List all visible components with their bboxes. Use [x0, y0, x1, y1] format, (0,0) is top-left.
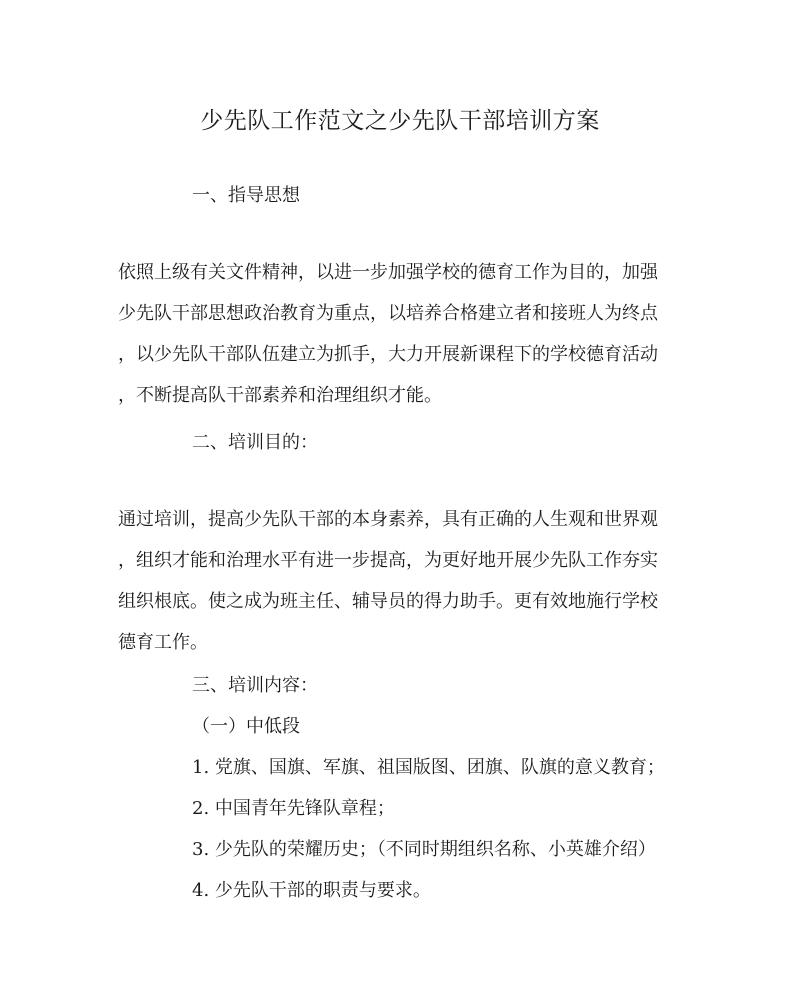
subsection-heading-lower-grades: （一）中低段 — [192, 716, 300, 737]
list-item: 1. 党旗、国旗、军旗、祖国版图、团旗、队旗的意义教育； — [192, 757, 665, 778]
list-item: 2. 中国青年先锋队章程； — [192, 798, 395, 819]
section-paragraph-guiding-ideology — [118, 252, 678, 416]
paragraph-line: 通过培训，提高少先队干部的本身素养，具有正确的人生观和世界观 — [118, 509, 658, 530]
paragraph-line: ，不断提高队干部素养和治理组织才能。 — [118, 385, 442, 406]
list-item: 3. 少先队的荣耀历史；（不同时期组织名称、小英雄介绍） — [192, 839, 656, 860]
section-heading-training-purpose: 二、培训目的： — [192, 432, 318, 453]
paragraph-line: ，以少先队干部队伍建立为抓手，大力开展新课程下的学校德育活动 — [118, 344, 658, 365]
section-heading-guiding-ideology: 一、指导思想 — [192, 185, 300, 206]
paragraph-line: 依照上级有关文件精神，以进一步加强学校的德育工作为目的，加强 — [118, 262, 658, 283]
paragraph-line: 组织根底。使之成为班主任、辅导员的得力助手。更有效地施行学校 — [118, 591, 658, 612]
section-heading-training-content: 三、培训内容： — [192, 675, 318, 696]
paragraph-line: 少先队干部思想政治教育为重点，以培养合格建立者和接班人为终点 — [118, 303, 658, 324]
document-title: 少先队工作范文之少先队干部培训方案 — [200, 108, 600, 134]
list-item: 4. 少先队干部的职责与要求。 — [192, 880, 431, 901]
paragraph-line: 德育工作。 — [118, 632, 208, 653]
section-paragraph-training-purpose — [118, 499, 678, 663]
paragraph-line: ，组织才能和治理水平有进一步提高，为更好地开展少先队工作夯实 — [118, 550, 658, 571]
